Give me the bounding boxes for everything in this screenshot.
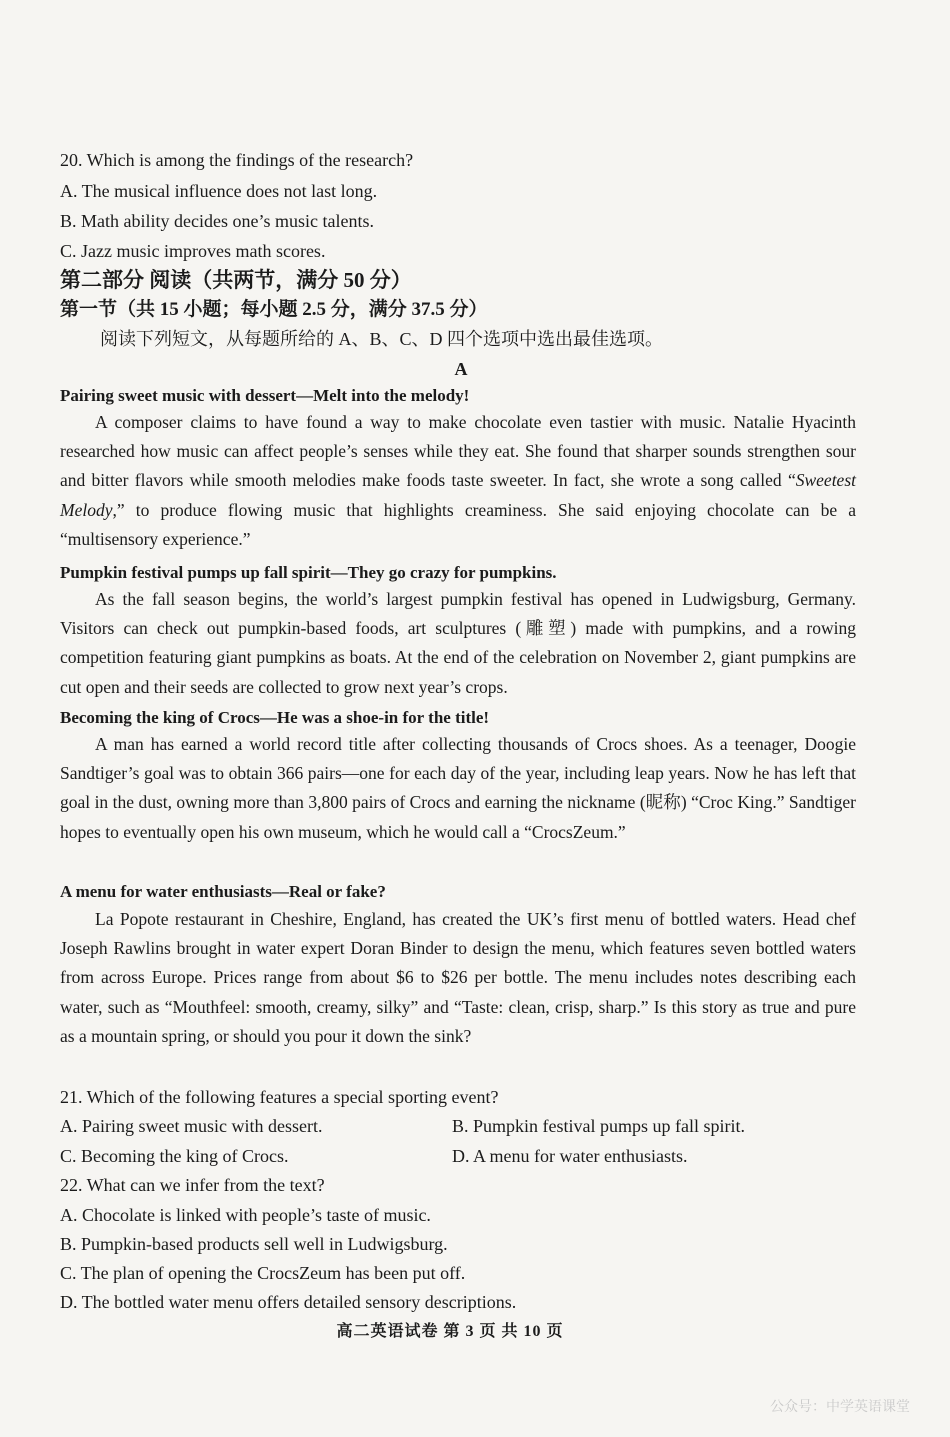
q20-option-b: B. Math ability decides one’s music talents. xyxy=(60,211,374,231)
q21-option-b: B. Pumpkin festival pumps up fall spirit. xyxy=(452,1116,745,1136)
q22-option-c: C. The plan of opening the CrocsZeum has been put off. xyxy=(60,1263,466,1283)
passage-title-3: Becoming the king of Crocs—He was a shoe-in for the title! xyxy=(60,708,490,727)
passage-title-4: A menu for water enthusiasts—Real or fake? xyxy=(60,882,386,901)
reading-instruction: 阅读下列短文，从每题所给的 A、B、C、D 四个选项中选出最佳选项。 xyxy=(100,329,664,349)
q22-stem: 22. What can we infer from the text? xyxy=(60,1175,325,1195)
q22-option-a: A. Chocolate is linked with people’s taste of music. xyxy=(60,1205,431,1225)
q20-stem: 20. Which is among the findings of the research? xyxy=(60,150,414,170)
passage-title-2: Pumpkin festival pumps up fall spirit—They go crazy for pumpkins. xyxy=(60,563,557,582)
passage-body-3: A man has earned a world record title after collecting thousands of Crocs shoes. As a teenager, Doogie Sandtiger’s goal was to obtain 366 pairs—one for each day of the year, including leap years. Now he has left that goal in the dust, owning more than 3,800 pairs of Crocs and earning the nickname (昵称) “Croc King.” Sandtiger hopes to eventually open his own museum, which he would call a “CrocsZeum.” xyxy=(60,734,856,842)
q21-option-a: A. Pairing sweet music with dessert. xyxy=(60,1116,323,1136)
passage-body-1 xyxy=(60,408,856,554)
bleed-through-text xyxy=(530,150,910,240)
q22-option-b: B. Pumpkin-based products sell well in Ludwigsburg. xyxy=(60,1234,448,1254)
q22-option-d: D. The bottled water menu offers detailed sensory descriptions. xyxy=(60,1292,517,1312)
q21-option-d: D. A menu for water enthusiasts. xyxy=(452,1146,688,1166)
watermark: 公众号：中学英语课堂 xyxy=(770,1400,910,1415)
q21-stem: 21. Which of the following features a special sporting event? xyxy=(60,1087,499,1107)
song-title: Sweetest Melody xyxy=(60,470,856,520)
page-footer: 高二英语试卷 第 3 页 共 10 页 xyxy=(336,1323,564,1340)
q21-option-c: C. Becoming the king of Crocs. xyxy=(60,1146,289,1166)
passage-body-2: As the fall season begins, the world’s largest pumpkin festival has opened in Ludwigsburg, Germany. Visitors can check out pumpkin-based foods, art sculptures (雕塑) made with pumpkins, and a rowing competition featuring giant pumpkins as boats. At the end of the celebration on November 2, giant pumpkins are cut open and their seeds are collected to grow next year’s crops. xyxy=(60,589,856,697)
passage-body-4: La Popote restaurant in Cheshire, England, has created the UK’s first menu of bottled waters. Head chef Joseph Rawlins brought in water expert Doran Binder to design the menu, which features seven bottled waters from across Europe. Prices range from about $6 to $26 per bottle. The menu includes notes describing each water, such as “Mouthfeel: smooth, creamy, silky” and “Taste: clean, crisp, sharp.” Is this story as true and pure as a mountain spring, or should you pour it down the sink? xyxy=(60,909,856,1046)
q20-option-a: A. The musical influence does not last long. xyxy=(60,181,378,201)
part2-heading: 第二部分 阅读（共两节，满分 50 分） xyxy=(60,268,412,292)
section1-heading: 第一节（共 15 小题；每小题 2.5 分，满分 37.5 分） xyxy=(60,299,488,320)
passage-label: A xyxy=(454,359,468,379)
q20-option-c: C. Jazz music improves math scores. xyxy=(60,241,326,261)
body-1-text: A composer claims to have found a way to make chocolate even tastier with music. Natalie Hyacinth researched how music can affect people’s senses while they eat. She found that sharper sounds strengthen sour and bitter flavors while smooth melodies make foods taste sweeter. In fact, she wrote a song called “ xyxy=(60,412,856,491)
body-1-tail: ,” to produce flowing music that highlights creaminess. She said enjoying chocolate can be a “multisensory experience.” xyxy=(60,499,856,549)
passage-title-1: Pairing sweet music with dessert—Melt into the melody! xyxy=(60,386,470,405)
